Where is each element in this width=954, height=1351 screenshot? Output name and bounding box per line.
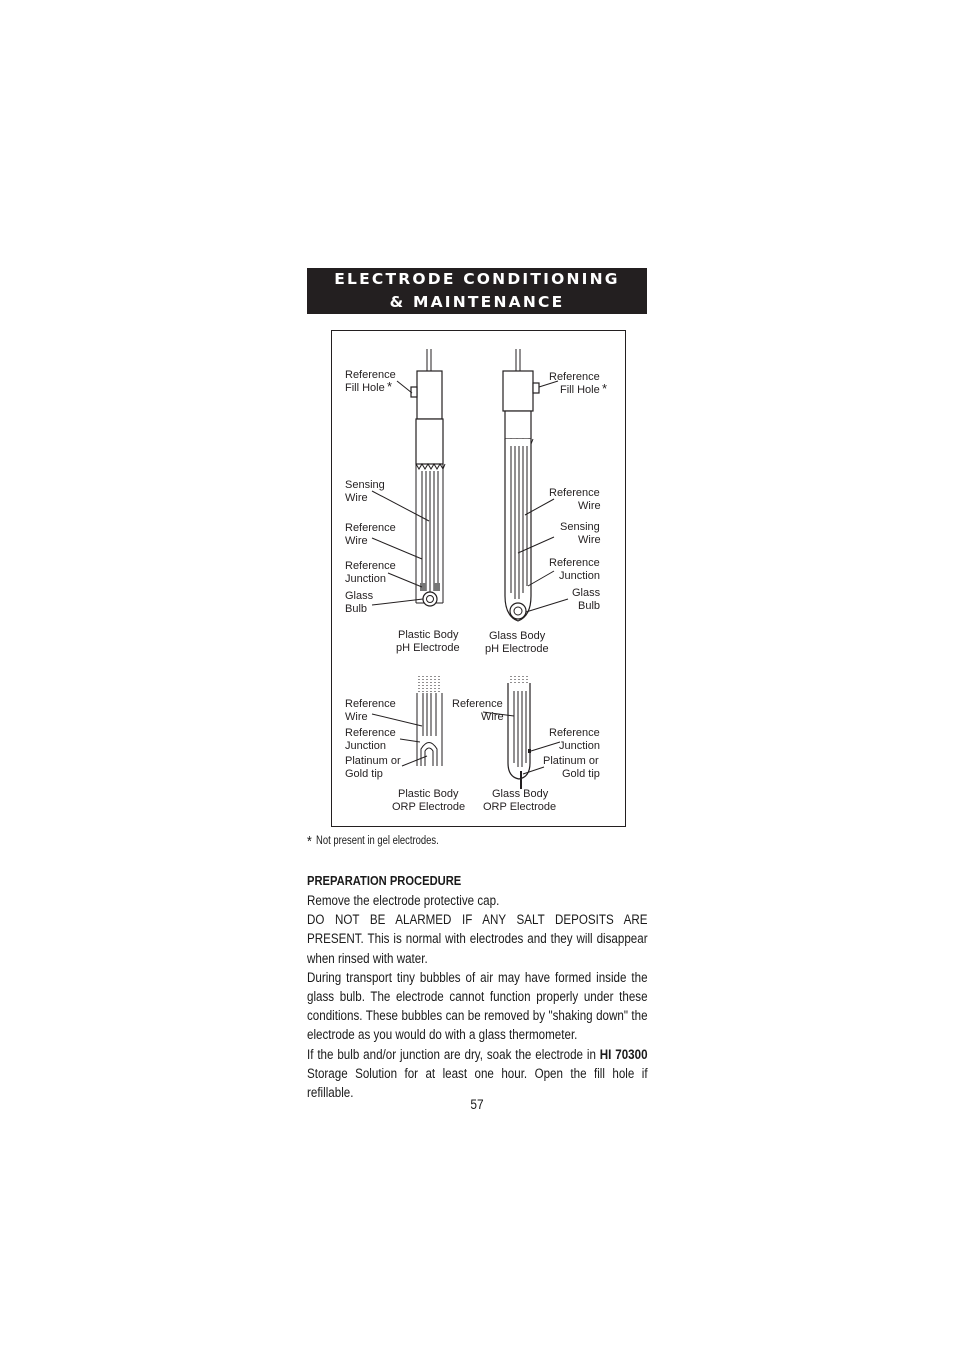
label-orp-tip-g-2: Gold tip [562,768,600,780]
electrode-diagram [331,330,626,827]
section-title: PREPARATION PROCEDURE [307,873,462,888]
label-asterisk-g: * [602,381,608,396]
label-ref-wire-g-2: Wire [578,500,601,512]
label-orp-ref-wire-g-2: Wire [481,711,504,723]
caption-glass-orp: Glass Body [492,788,549,800]
label-ref-wire-g: Reference [549,487,600,499]
paragraph-4 [307,1045,648,1103]
plastic-orp-electrode [417,676,442,766]
label-ref-junction: Reference [345,560,396,572]
footnote [307,833,439,850]
caption-plastic-orp: Plastic Body [398,788,459,800]
label-sensing-wire-g: Sensing [560,521,600,533]
label-sensing-wire-2: Wire [345,492,368,504]
section-header [307,268,647,314]
caption-glass-orp-2: ORP Electrode [483,801,557,813]
paragraph-3: During transport tiny bubbles of air may have formed inside the glass bulb. The electrode cannot function properly under these conditions. These bubbles can be removed by "shaking down" the electrode as you would do with a glass thermometer. [307,969,648,1043]
label-orp-ref-junction-g-2: Junction [559,740,600,752]
electrode-diagram-svg [332,331,627,828]
label-orp-ref-wire-2: Wire [345,711,368,723]
label-glass-bulb-2: Bulb [345,603,368,615]
label-ref-junction-g: Reference [549,557,600,569]
label-orp-ref-junction-2: Junction [345,740,386,752]
label-ref-junction-g-2: Junction [559,570,600,582]
plastic-ph-electrode [411,349,445,606]
label-glass-bulb: Glass [345,590,374,602]
paragraph-4-end: Storage Solution for at least one hour. Open the fill hole if refillable. [307,1065,648,1101]
glass-ph-labels [485,371,607,655]
paragraph-4-start: If the bulb and/or junction are dry, soak the electrode in [307,1046,600,1062]
label-sensing-wire-g-2: Wire [578,534,601,546]
footnote-text: Not present in gel electrodes. [316,835,439,847]
label-orp-ref-junction-g: Reference [549,727,600,739]
label-ref-wire: Reference [345,522,396,534]
label-orp-ref-wire: Reference [345,698,396,710]
product-code: HI 70300 [599,1046,648,1062]
label-glass-bulb-g: Glass [572,587,601,599]
glass-ph-electrode [503,349,539,621]
header-line-2: & MAINTENANCE [389,293,565,311]
paragraph-1: Remove the electrode protective cap. [307,893,500,908]
header-line-1: ELECTRODE CONDITIONING [334,270,620,288]
plastic-orp-labels [345,698,465,813]
caption-plastic-orp-2: ORP Electrode [392,801,466,813]
label-asterisk: * [387,379,393,394]
caption-plastic-ph: Plastic Body [398,629,459,641]
footnote-asterisk: * [307,833,312,850]
label-orp-tip: Platinum or [345,755,401,767]
procedure-text [307,891,648,1102]
label-ref-junction-2: Junction [345,573,386,585]
caption-glass-ph: Glass Body [489,630,546,642]
label-orp-tip-2: Gold tip [345,768,383,780]
label-ref-fill-hole: Reference [345,369,396,381]
label-orp-ref-junction: Reference [345,727,396,739]
page-number: 57 [470,1096,484,1112]
label-orp-tip-g: Platinum or [543,755,599,767]
label-ref-fill-hole-g-2: Fill Hole [560,384,600,396]
label-ref-wire-2: Wire [345,535,368,547]
caption-plastic-ph-2: pH Electrode [396,642,460,654]
label-ref-fill-hole-g: Reference [549,371,600,383]
paragraph-2: DO NOT BE ALARMED IF ANY SALT DEPOSITS ARE PRESENT. This is normal with electrodes and they will disappear when rinsed with water. [307,912,648,966]
label-ref-fill-hole-2: Fill Hole [345,382,385,394]
caption-glass-ph-2: pH Electrode [485,643,549,655]
label-sensing-wire: Sensing [345,479,385,491]
label-orp-ref-wire-g: Reference [452,698,503,710]
label-glass-bulb-g-2: Bulb [578,600,601,612]
